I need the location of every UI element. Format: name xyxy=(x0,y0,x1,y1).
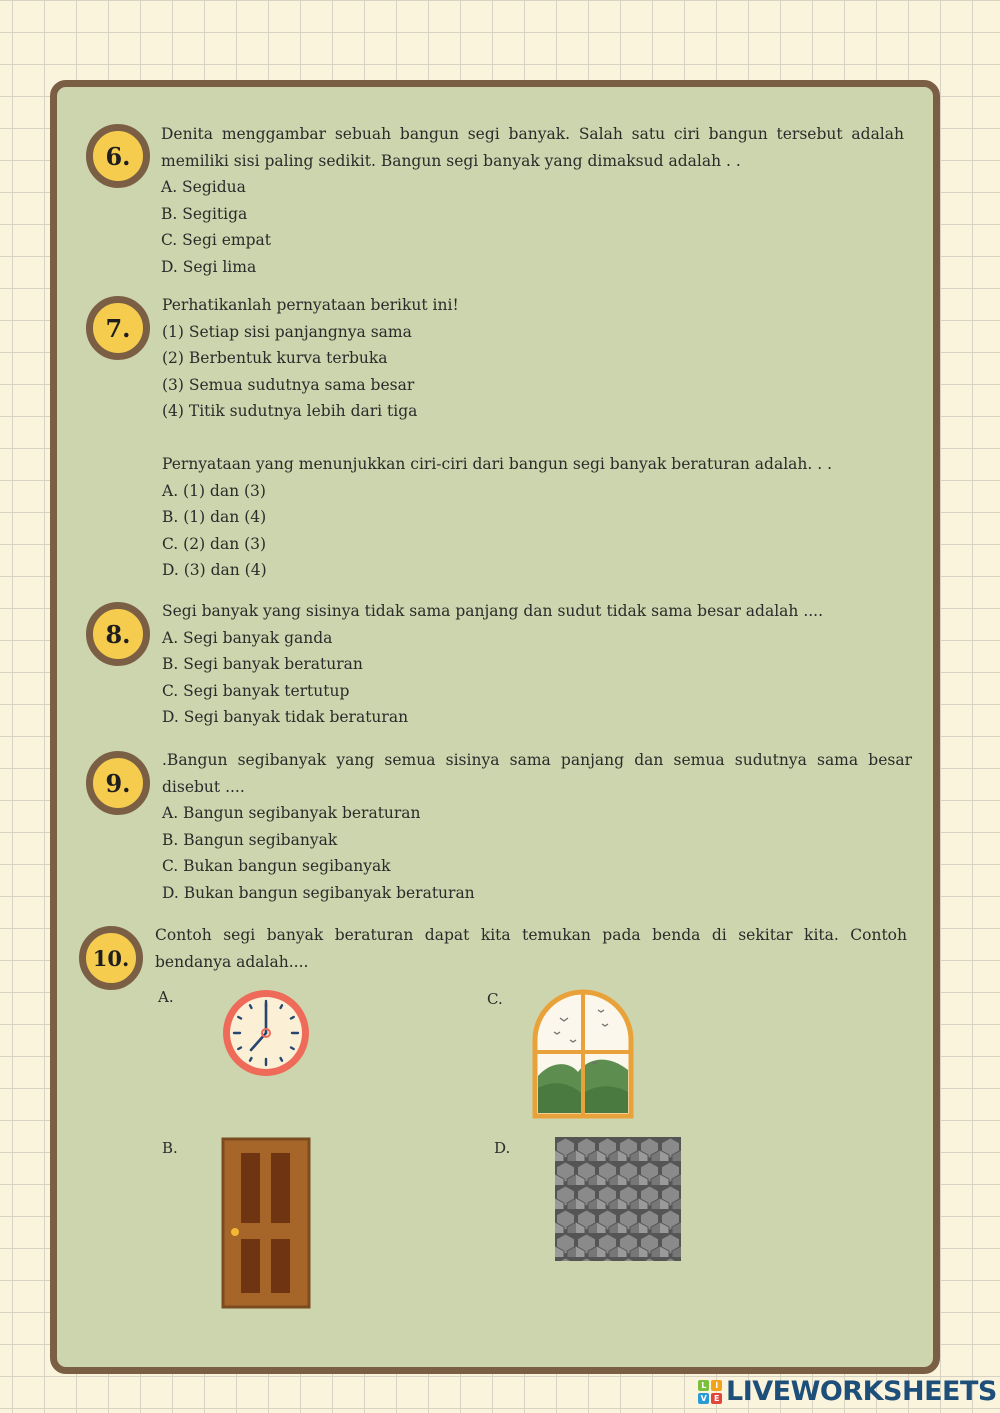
question-7-option-d[interactable]: D. (3) dan (4) xyxy=(162,561,267,579)
question-number-9: 9. xyxy=(86,751,150,815)
question-7-statement-1: (1) Setiap sisi panjangnya sama xyxy=(162,322,412,341)
choice-a[interactable] xyxy=(221,988,311,1078)
question-9-option-b[interactable]: B. Bangun segibanyak xyxy=(162,830,338,849)
choice-d[interactable] xyxy=(555,1137,681,1261)
question-10-stem: Contoh segi banyak beraturan dapat kita temukan pada benda di sekitar kita. Contoh bendanya adalah.... xyxy=(155,926,907,971)
liveworksheets-logo: L I V E xyxy=(698,1380,722,1404)
question-7 xyxy=(162,292,905,584)
question-number-10: 10. xyxy=(79,926,143,990)
choice-c-label: C. xyxy=(487,990,503,1008)
question-8-option-c[interactable]: C. Segi banyak tertutup xyxy=(162,681,350,700)
question-8-option-a[interactable]: A. Segi banyak ganda xyxy=(162,628,333,647)
clock-icon xyxy=(221,988,311,1078)
question-number-8: 8. xyxy=(86,602,150,666)
question-6-option-b[interactable]: B. Segitiga xyxy=(161,204,248,223)
question-8 xyxy=(162,598,905,731)
choice-b-label: B. xyxy=(162,1139,178,1157)
question-number-6: 6. xyxy=(86,124,150,188)
question-9-option-d[interactable]: D. Bukan bangun segibanyak beraturan xyxy=(162,883,475,902)
question-number-7: 7. xyxy=(86,296,150,360)
question-6-option-c[interactable]: C. Segi empat xyxy=(161,231,272,249)
question-7-statement-4: (4) Titik sudutnya lebih dari tiga xyxy=(162,402,418,420)
question-7-option-a[interactable]: A. (1) dan (3) xyxy=(162,481,266,500)
question-10 xyxy=(155,922,907,975)
question-9-stem: .Bangun segibanyak yang semua sisinya sama panjang dan semua sudutnya sama besar disebut .... xyxy=(162,751,912,796)
question-7-option-b[interactable]: B. (1) dan (4) xyxy=(162,508,267,526)
choice-c[interactable] xyxy=(530,988,636,1120)
question-6-option-a[interactable]: A. Segidua xyxy=(161,178,246,196)
hexagon-tiles-icon xyxy=(555,1137,681,1261)
question-9 xyxy=(162,747,912,906)
question-7-question: Pernyataan yang menunjukkan ciri-ciri dari bangun segi banyak beraturan adalah. . . xyxy=(162,455,833,473)
question-7-intro: Perhatikanlah pernyataan berikut ini! xyxy=(162,296,459,314)
question-7-option-c[interactable]: C. (2) dan (3) xyxy=(162,534,267,553)
question-6-stem: Denita menggambar sebuah bangun segi banyak. Salah satu ciri bangun tersebut adalah memiliki sisi paling sedikit. Bangun segi banyak yang dimaksud adalah . . xyxy=(161,125,904,170)
question-6-option-d[interactable]: D. Segi lima xyxy=(161,257,257,276)
choice-d-label: D. xyxy=(494,1139,511,1157)
window-icon xyxy=(530,988,636,1120)
question-7-statement-3: (3) Semua sudutnya sama besar xyxy=(162,375,415,394)
question-8-option-b[interactable]: B. Segi banyak beraturan xyxy=(162,655,363,673)
question-9-option-c[interactable]: C. Bukan bangun segibanyak xyxy=(162,857,391,875)
choice-b[interactable] xyxy=(221,1137,311,1309)
door-icon xyxy=(221,1137,311,1309)
choice-a-label: A. xyxy=(158,988,174,1006)
question-8-stem: Segi banyak yang sisinya tidak sama panjang dan sudut tidak sama besar adalah .... xyxy=(162,602,824,620)
question-6 xyxy=(161,121,904,280)
question-8-option-d[interactable]: D. Segi banyak tidak beraturan xyxy=(162,708,409,726)
question-7-statement-2: (2) Berbentuk kurva terbuka xyxy=(162,349,388,367)
liveworksheets-brand[interactable] xyxy=(698,1376,997,1407)
question-9-option-a[interactable]: A. Bangun segibanyak beraturan xyxy=(162,804,421,822)
liveworksheets-wordmark: LIVEWORKSHEETS xyxy=(726,1376,997,1407)
